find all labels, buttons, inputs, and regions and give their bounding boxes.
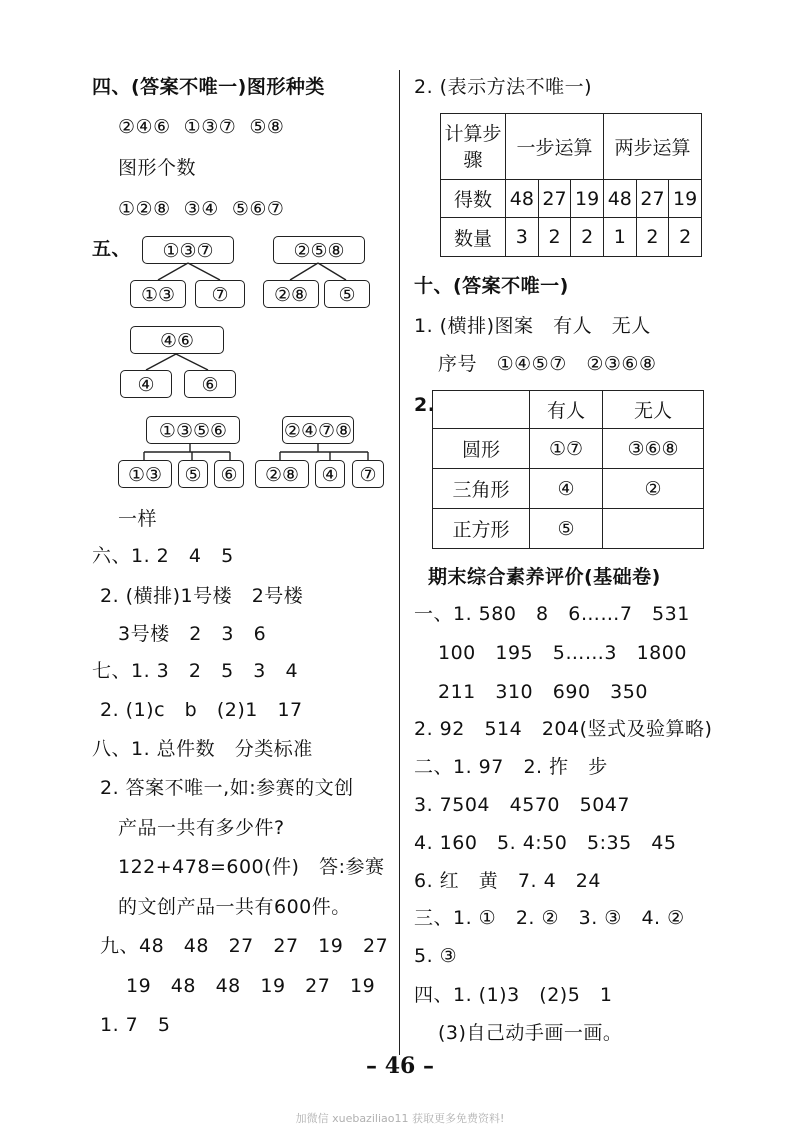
section-5-yiyang: 一样 xyxy=(118,508,158,530)
section-7-q2: 2. (1)c b (2)1 17 xyxy=(100,699,303,721)
calc-cell: 27 xyxy=(538,180,571,218)
section-8-q2-line2: 产品一共有多少件? xyxy=(118,817,285,839)
shape-cell: ⑤ xyxy=(530,509,603,549)
section-4-title: 四、(答案不唯一)图形种类 xyxy=(92,76,325,98)
tree2-left-box: ②⑧ xyxy=(263,280,319,308)
section-8-q2-line4: 的文创产品一共有600件。 xyxy=(118,896,351,918)
exam-s2-line1: 二、1. 97 2. 拃 步 xyxy=(414,756,608,778)
calc-cell: 1 xyxy=(603,218,636,257)
calc-row2-label: 数量 xyxy=(441,218,506,257)
shape-table-corner xyxy=(433,391,530,429)
exam-s2-line3: 4. 160 5. 4:50 5:35 45 xyxy=(414,832,677,854)
section-8-q2-line3: 122+478=600(件) 答:参赛 xyxy=(118,856,385,878)
tree5-branch-1-box: ②⑧ xyxy=(255,460,309,488)
exam-s1-line3: 211 310 690 350 xyxy=(438,681,648,703)
shape-cell: ④ xyxy=(530,469,603,509)
page-number: – 46 – xyxy=(366,1053,434,1079)
tree4-branch-2-box: ⑤ xyxy=(178,460,208,488)
exam-s3-line2: 5. ③ xyxy=(414,945,458,967)
calc-cell: 19 xyxy=(571,180,604,218)
section-5-label: 五、 xyxy=(92,238,132,260)
section-9-line1: 九、48 48 27 27 19 27 xyxy=(100,935,389,957)
section-9-line2: 19 48 48 19 27 19 xyxy=(126,975,376,997)
calc-steps-table xyxy=(440,113,702,257)
tree3-root-box: ④⑥ xyxy=(130,326,224,354)
tree5-branch-2-box: ④ xyxy=(315,460,345,488)
section-9-line3: 1. 7 5 xyxy=(100,1014,171,1036)
calc-cell: 2 xyxy=(571,218,604,257)
shape-row-label: 正方形 xyxy=(433,509,530,549)
calc-cell: 48 xyxy=(506,180,539,218)
calc-head-one-step: 一步运算 xyxy=(506,114,604,180)
shape-cell xyxy=(603,509,704,549)
section-10-q1-line2: 序号 ①④⑤⑦ ②③⑥⑧ xyxy=(438,353,657,375)
exam-title: 期末综合素养评价(基础卷) xyxy=(428,566,661,588)
section-8-q1: 八、1. 总件数 分类标准 xyxy=(92,738,313,760)
section-10-q2-label: 2. xyxy=(414,394,436,416)
section-7-q1: 七、1. 3 2 5 3 4 xyxy=(92,660,299,682)
calc-cell: 3 xyxy=(506,218,539,257)
shape-people-table xyxy=(432,390,704,549)
calc-cell: 2 xyxy=(538,218,571,257)
tree1-left-box: ①③ xyxy=(130,280,186,308)
exam-s1-line1: 一、1. 580 8 6……7 531 xyxy=(414,603,690,625)
tree1-right-box: ⑦ xyxy=(195,280,245,308)
exam-s4-line1: 四、1. (1)3 (2)5 1 xyxy=(414,984,613,1006)
section-6-q2-line2: 3号楼 2 3 6 xyxy=(118,623,267,645)
calc-head-label: 计算步骤 xyxy=(441,114,506,180)
shape-cell: ③⑥⑧ xyxy=(603,429,704,469)
exam-s1-line2: 100 195 5……3 1800 xyxy=(438,642,687,664)
calc-cell: 2 xyxy=(669,218,702,257)
exam-s2-line4: 6. 红 黄 7. 4 24 xyxy=(414,870,601,892)
tree5-branch-3-box: ⑦ xyxy=(352,460,384,488)
section-8-q2-line1: 2. 答案不唯一,如:参赛的文创 xyxy=(100,777,354,799)
tree1-root-box: ①③⑦ xyxy=(142,236,234,264)
tree2-root-box: ②⑤⑧ xyxy=(273,236,365,264)
tree4-root-box: ①③⑤⑥ xyxy=(146,416,240,444)
tree3-left-box: ④ xyxy=(120,370,172,398)
shape-row-label: 圆形 xyxy=(433,429,530,469)
footer-watermark-text: 加微信 xuebaziliao11 获取更多免费资料! xyxy=(295,1112,505,1125)
calc-head-two-step: 两步运算 xyxy=(603,114,701,180)
calc-cell: 48 xyxy=(603,180,636,218)
calc-cell: 19 xyxy=(669,180,702,218)
section-10-title: 十、(答案不唯一) xyxy=(414,275,569,297)
right-q2-title: 2. (表示方法不唯一) xyxy=(414,76,592,98)
shape-head-no-people: 无人 xyxy=(603,391,704,429)
section-4-line-2: 图形个数 xyxy=(118,157,197,179)
shape-head-has-people: 有人 xyxy=(530,391,603,429)
tree4-branch-1-box: ①③ xyxy=(118,460,172,488)
tree2-right-box: ⑤ xyxy=(324,280,370,308)
exam-s3-line1: 三、1. ① 2. ② 3. ③ 4. ② xyxy=(414,907,685,929)
section-4-line-1: ②④⑥ ①③⑦ ⑤⑧ xyxy=(118,116,285,138)
exam-s1-q2: 2. 92 514 204(竖式及验算略) xyxy=(414,718,713,740)
calc-row1-label: 得数 xyxy=(441,180,506,218)
calc-cell: 27 xyxy=(636,180,669,218)
section-4-line-3: ①②⑧ ③④ ⑤⑥⑦ xyxy=(118,198,285,220)
section-6-q1: 六、1. 2 4 5 xyxy=(92,545,234,567)
shape-cell: ② xyxy=(603,469,704,509)
shape-row-label: 三角形 xyxy=(433,469,530,509)
tree4-branch-3-box: ⑥ xyxy=(214,460,244,488)
section-10-q1-line1: 1. (横排)图案 有人 无人 xyxy=(414,315,651,337)
section-6-q2-line1: 2. (横排)1号楼 2号楼 xyxy=(100,585,304,607)
shape-cell: ①⑦ xyxy=(530,429,603,469)
tree3-right-box: ⑥ xyxy=(184,370,236,398)
calc-cell: 2 xyxy=(636,218,669,257)
exam-s4-line2: (3)自己动手画一画。 xyxy=(438,1022,623,1044)
exam-s2-line2: 3. 7504 4570 5047 xyxy=(414,794,630,816)
tree5-root-box: ②④⑦⑧ xyxy=(282,416,354,444)
